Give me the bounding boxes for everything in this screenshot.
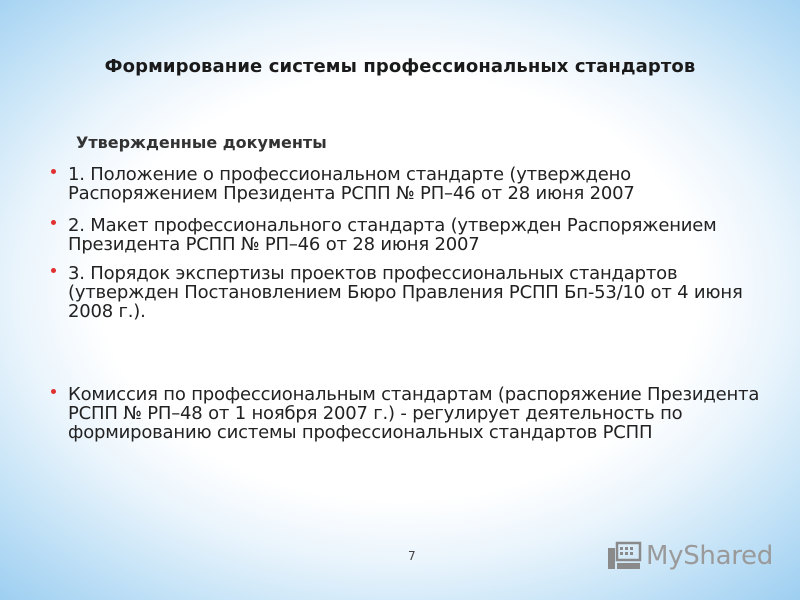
bullet-dot-icon [51,169,56,174]
bullet-text: Комиссия по профессиональным стандартам (распоряжение Президента РСПП № РП–48 от 1 ноября 2007 г.) - регулирует деятельность по формированию системы профессиональных стандартов РСПП [68,384,760,443]
bullet-item [50,385,780,442]
myshared-logo-icon [606,539,642,571]
bullet-dot-icon [51,220,56,225]
page-number: 7 [408,549,416,563]
myshared-logo-text: MyShared [646,541,773,571]
bullet-text: 1. Положение о профессиональном стандарте (утверждено Распоряжением Президента РСПП № РП–46 от 28 июня 2007 [68,164,635,204]
bullet-item [50,216,780,254]
bullet-text: 3. Порядок экспертизы проектов профессиональных стандартов (утвержден Постановлением Бюро Правления РСПП Бп-53/10 от 4 июня 2008 г.). [68,263,743,322]
slide-subtitle: Утвержденные документы [76,133,327,152]
bullet-item [50,165,780,203]
bullet-text: 2. Макет профессионального стандарта (утвержден Распоряжением Президента РСПП № РП–46 от 28 июня 2007 [68,215,717,255]
bullet-dot-icon [51,389,56,394]
bullet-dot-icon [51,268,56,273]
bullet-item [50,264,780,321]
bullet-list [50,165,780,442]
slide-title: Формирование системы профессиональных стандартов [104,56,696,77]
